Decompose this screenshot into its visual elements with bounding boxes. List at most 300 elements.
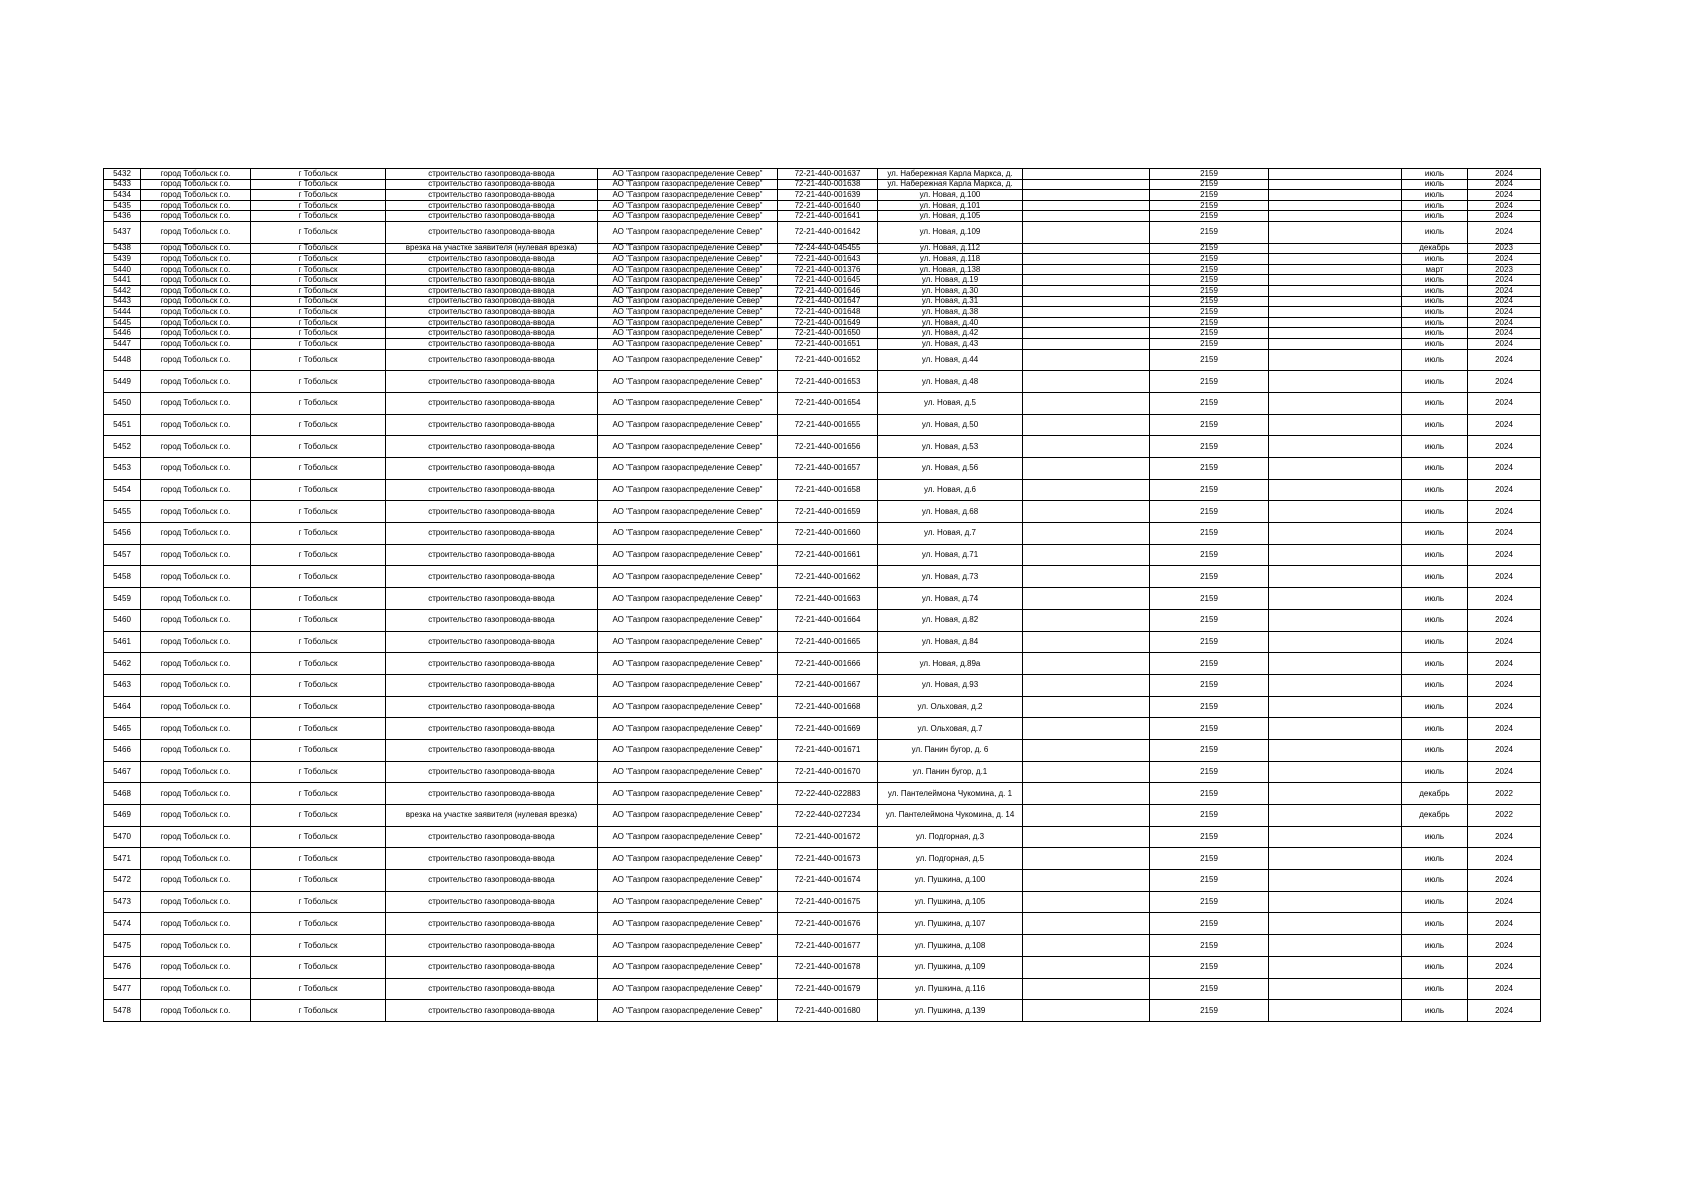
cell-num: 5455 — [104, 501, 141, 523]
table-row — [104, 286, 1541, 297]
cell-municipality: город Тобольск г.о. — [141, 805, 251, 827]
cell-month: декабрь — [1402, 805, 1468, 827]
cell-address: ул. Новая, д.84 — [878, 631, 1023, 653]
cell-address: ул. Новая, д.71 — [878, 544, 1023, 566]
cell-work-type: строительство газопровода-ввода — [386, 739, 598, 761]
cell-empty1 — [1023, 631, 1150, 653]
cell-address: ул. Новая, д.42 — [878, 328, 1023, 339]
cell-num: 5433 — [104, 179, 141, 190]
cell-work-type: строительство газопровода-ввода — [386, 436, 598, 458]
cell-settlement: г Тобольск — [251, 523, 386, 545]
cell-code: 2159 — [1150, 891, 1269, 913]
cell-municipality: город Тобольск г.о. — [141, 479, 251, 501]
cell-code: 2159 — [1150, 501, 1269, 523]
table-row — [104, 588, 1541, 610]
cell-empty1 — [1023, 339, 1150, 350]
cell-address: ул. Новая, д.38 — [878, 307, 1023, 318]
cell-municipality: город Тобольск г.о. — [141, 870, 251, 892]
table-row — [104, 501, 1541, 523]
table-row — [104, 761, 1541, 783]
table-row — [104, 653, 1541, 675]
cell-year: 2024 — [1468, 169, 1541, 180]
cell-work-type: строительство газопровода-ввода — [386, 307, 598, 318]
cell-num: 5468 — [104, 783, 141, 805]
cell-year: 2024 — [1468, 458, 1541, 480]
cell-year: 2024 — [1468, 211, 1541, 222]
cell-month: декабрь — [1402, 243, 1468, 254]
cell-num: 5449 — [104, 371, 141, 393]
cell-settlement: г Тобольск — [251, 414, 386, 436]
cell-organization: АО "Газпром газораспределение Север" — [598, 653, 778, 675]
cell-empty1 — [1023, 243, 1150, 254]
table-row — [104, 169, 1541, 180]
cell-code: 2159 — [1150, 956, 1269, 978]
cell-empty1 — [1023, 891, 1150, 913]
cell-code: 2159 — [1150, 328, 1269, 339]
cell-organization: АО "Газпром газораспределение Север" — [598, 371, 778, 393]
cell-settlement: г Тобольск — [251, 296, 386, 307]
cell-empty2 — [1269, 978, 1402, 1000]
cell-work-type: строительство газопровода-ввода — [386, 275, 598, 286]
cell-empty1 — [1023, 523, 1150, 545]
cell-address: ул. Пантелеймона Чукомина, д. 14 — [878, 805, 1023, 827]
cell-code: 2159 — [1150, 200, 1269, 211]
cell-num: 5456 — [104, 523, 141, 545]
cell-empty2 — [1269, 501, 1402, 523]
cell-year: 2024 — [1468, 501, 1541, 523]
cell-organization: АО "Газпром газораспределение Север" — [598, 805, 778, 827]
cell-work-type: строительство газопровода-ввода — [386, 200, 598, 211]
cell-municipality: город Тобольск г.о. — [141, 200, 251, 211]
cell-code: 2159 — [1150, 609, 1269, 631]
cell-address: ул. Новая, д.5 — [878, 392, 1023, 414]
cell-empty2 — [1269, 544, 1402, 566]
cell-empty2 — [1269, 891, 1402, 913]
cell-month: июль — [1402, 221, 1468, 243]
cell-settlement: г Тобольск — [251, 870, 386, 892]
table-row — [104, 317, 1541, 328]
table-row — [104, 783, 1541, 805]
cell-number: 72-21-440-001671 — [778, 739, 878, 761]
cell-month: июль — [1402, 674, 1468, 696]
table-row — [104, 339, 1541, 350]
cell-work-type: строительство газопровода-ввода — [386, 761, 598, 783]
cell-code: 2159 — [1150, 935, 1269, 957]
cell-number: 72-22-440-022883 — [778, 783, 878, 805]
cell-code: 2159 — [1150, 653, 1269, 675]
cell-organization: АО "Газпром газораспределение Север" — [598, 458, 778, 480]
cell-year: 2024 — [1468, 286, 1541, 297]
cell-empty1 — [1023, 848, 1150, 870]
registry-table — [103, 168, 1541, 1022]
cell-empty1 — [1023, 286, 1150, 297]
cell-organization: АО "Газпром газораспределение Север" — [598, 254, 778, 265]
cell-month: июль — [1402, 211, 1468, 222]
cell-code: 2159 — [1150, 243, 1269, 254]
cell-code: 2159 — [1150, 631, 1269, 653]
cell-address: ул. Пушкина, д.107 — [878, 913, 1023, 935]
cell-year: 2024 — [1468, 436, 1541, 458]
cell-num: 5443 — [104, 296, 141, 307]
cell-address: ул. Ольховая, д.2 — [878, 696, 1023, 718]
cell-settlement: г Тобольск — [251, 436, 386, 458]
cell-address: ул. Набережная Карла Маркса, д. — [878, 169, 1023, 180]
cell-empty1 — [1023, 935, 1150, 957]
cell-municipality: город Тобольск г.о. — [141, 523, 251, 545]
cell-address: ул. Ольховая, д.7 — [878, 718, 1023, 740]
cell-num: 5451 — [104, 414, 141, 436]
cell-empty2 — [1269, 190, 1402, 201]
cell-num: 5454 — [104, 479, 141, 501]
cell-empty1 — [1023, 307, 1150, 318]
cell-work-type: строительство газопровода-ввода — [386, 674, 598, 696]
cell-year: 2024 — [1468, 1000, 1541, 1022]
cell-work-type: строительство газопровода-ввода — [386, 458, 598, 480]
cell-settlement: г Тобольск — [251, 761, 386, 783]
cell-year: 2022 — [1468, 783, 1541, 805]
cell-address: ул. Новая, д.101 — [878, 200, 1023, 211]
cell-empty2 — [1269, 414, 1402, 436]
cell-number: 72-24-440-045455 — [778, 243, 878, 254]
cell-empty2 — [1269, 566, 1402, 588]
cell-year: 2023 — [1468, 264, 1541, 275]
cell-empty2 — [1269, 870, 1402, 892]
cell-work-type: строительство газопровода-ввода — [386, 891, 598, 913]
cell-settlement: г Тобольск — [251, 458, 386, 480]
cell-number: 72-21-440-001642 — [778, 221, 878, 243]
cell-code: 2159 — [1150, 371, 1269, 393]
table-row — [104, 392, 1541, 414]
cell-code: 2159 — [1150, 190, 1269, 201]
cell-settlement: г Тобольск — [251, 339, 386, 350]
cell-number: 72-21-440-001650 — [778, 328, 878, 339]
cell-address: ул. Новая, д.100 — [878, 190, 1023, 201]
cell-month: июль — [1402, 696, 1468, 718]
cell-organization: АО "Газпром газораспределение Север" — [598, 674, 778, 696]
cell-code: 2159 — [1150, 458, 1269, 480]
cell-organization: АО "Газпром газораспределение Север" — [598, 179, 778, 190]
cell-number: 72-21-440-001660 — [778, 523, 878, 545]
cell-address: ул. Новая, д.74 — [878, 588, 1023, 610]
cell-municipality: город Тобольск г.о. — [141, 566, 251, 588]
cell-municipality: город Тобольск г.о. — [141, 544, 251, 566]
cell-municipality: город Тобольск г.о. — [141, 436, 251, 458]
cell-work-type: строительство газопровода-ввода — [386, 254, 598, 265]
table-row — [104, 674, 1541, 696]
cell-month: июль — [1402, 328, 1468, 339]
cell-code: 2159 — [1150, 718, 1269, 740]
cell-code: 2159 — [1150, 826, 1269, 848]
cell-empty1 — [1023, 566, 1150, 588]
cell-num: 5438 — [104, 243, 141, 254]
cell-code: 2159 — [1150, 254, 1269, 265]
cell-num: 5472 — [104, 870, 141, 892]
cell-settlement: г Тобольск — [251, 653, 386, 675]
cell-month: июль — [1402, 296, 1468, 307]
cell-num: 5445 — [104, 317, 141, 328]
cell-empty1 — [1023, 761, 1150, 783]
cell-settlement: г Тобольск — [251, 913, 386, 935]
cell-month: июль — [1402, 414, 1468, 436]
cell-month: июль — [1402, 1000, 1468, 1022]
cell-num: 5446 — [104, 328, 141, 339]
cell-empty2 — [1269, 826, 1402, 848]
cell-settlement: г Тобольск — [251, 544, 386, 566]
cell-month: июль — [1402, 544, 1468, 566]
cell-empty1 — [1023, 317, 1150, 328]
table-row — [104, 264, 1541, 275]
cell-organization: АО "Газпром газораспределение Север" — [598, 169, 778, 180]
cell-month: июль — [1402, 891, 1468, 913]
cell-empty1 — [1023, 296, 1150, 307]
cell-empty1 — [1023, 200, 1150, 211]
cell-year: 2024 — [1468, 371, 1541, 393]
table-row — [104, 826, 1541, 848]
cell-num: 5471 — [104, 848, 141, 870]
cell-number: 72-21-440-001675 — [778, 891, 878, 913]
cell-month: июль — [1402, 179, 1468, 190]
cell-empty2 — [1269, 913, 1402, 935]
cell-address: ул. Новая, д.50 — [878, 414, 1023, 436]
cell-number: 72-21-440-001641 — [778, 211, 878, 222]
cell-month: июль — [1402, 913, 1468, 935]
cell-year: 2024 — [1468, 339, 1541, 350]
cell-number: 72-21-440-001670 — [778, 761, 878, 783]
cell-number: 72-21-440-001649 — [778, 317, 878, 328]
cell-organization: АО "Газпром газораспределение Север" — [598, 307, 778, 318]
cell-month: июль — [1402, 307, 1468, 318]
cell-settlement: г Тобольск — [251, 479, 386, 501]
cell-num: 5437 — [104, 221, 141, 243]
table-row — [104, 221, 1541, 243]
cell-address: ул. Новая, д.7 — [878, 523, 1023, 545]
cell-number: 72-21-440-001668 — [778, 696, 878, 718]
cell-settlement: г Тобольск — [251, 588, 386, 610]
cell-number: 72-21-440-001656 — [778, 436, 878, 458]
cell-empty2 — [1269, 221, 1402, 243]
cell-work-type: строительство газопровода-ввода — [386, 371, 598, 393]
cell-empty2 — [1269, 211, 1402, 222]
cell-municipality: город Тобольск г.о. — [141, 588, 251, 610]
cell-empty1 — [1023, 609, 1150, 631]
cell-municipality: город Тобольск г.о. — [141, 286, 251, 297]
cell-month: июль — [1402, 848, 1468, 870]
cell-municipality: город Тобольск г.о. — [141, 674, 251, 696]
cell-work-type: строительство газопровода-ввода — [386, 169, 598, 180]
cell-num: 5461 — [104, 631, 141, 653]
cell-work-type: строительство газопровода-ввода — [386, 317, 598, 328]
table-row — [104, 848, 1541, 870]
cell-organization: АО "Газпром газораспределение Север" — [598, 718, 778, 740]
cell-empty1 — [1023, 414, 1150, 436]
cell-settlement: г Тобольск — [251, 275, 386, 286]
cell-num: 5476 — [104, 956, 141, 978]
table-row — [104, 179, 1541, 190]
cell-empty1 — [1023, 349, 1150, 371]
cell-code: 2159 — [1150, 349, 1269, 371]
cell-empty2 — [1269, 588, 1402, 610]
cell-number: 72-21-440-001651 — [778, 339, 878, 350]
cell-organization: АО "Газпром газораспределение Север" — [598, 848, 778, 870]
cell-empty2 — [1269, 805, 1402, 827]
cell-work-type: строительство газопровода-ввода — [386, 653, 598, 675]
cell-code: 2159 — [1150, 805, 1269, 827]
cell-month: июль — [1402, 718, 1468, 740]
cell-organization: АО "Газпром газораспределение Север" — [598, 609, 778, 631]
cell-work-type: строительство газопровода-ввода — [386, 221, 598, 243]
cell-work-type: врезка на участке заявителя (нулевая врезка) — [386, 805, 598, 827]
cell-address: ул. Пушкина, д.139 — [878, 1000, 1023, 1022]
cell-address: ул. Новая, д.44 — [878, 349, 1023, 371]
cell-empty1 — [1023, 436, 1150, 458]
cell-empty2 — [1269, 169, 1402, 180]
cell-number: 72-21-440-001662 — [778, 566, 878, 588]
cell-organization: АО "Газпром газораспределение Север" — [598, 761, 778, 783]
cell-empty2 — [1269, 523, 1402, 545]
table-row — [104, 436, 1541, 458]
table-row — [104, 243, 1541, 254]
cell-empty2 — [1269, 371, 1402, 393]
cell-address: ул. Новая, д.40 — [878, 317, 1023, 328]
cell-empty2 — [1269, 1000, 1402, 1022]
cell-settlement: г Тобольск — [251, 826, 386, 848]
cell-municipality: город Тобольск г.о. — [141, 826, 251, 848]
table-body — [104, 169, 1541, 1022]
cell-year: 2024 — [1468, 328, 1541, 339]
cell-empty1 — [1023, 458, 1150, 480]
table-row — [104, 211, 1541, 222]
cell-settlement: г Тобольск — [251, 179, 386, 190]
cell-municipality: город Тобольск г.о. — [141, 211, 251, 222]
cell-municipality: город Тобольск г.о. — [141, 739, 251, 761]
cell-organization: АО "Газпром газораспределение Север" — [598, 200, 778, 211]
cell-empty2 — [1269, 739, 1402, 761]
cell-year: 2024 — [1468, 653, 1541, 675]
cell-empty1 — [1023, 956, 1150, 978]
cell-empty1 — [1023, 479, 1150, 501]
cell-code: 2159 — [1150, 696, 1269, 718]
cell-code: 2159 — [1150, 978, 1269, 1000]
table-row — [104, 200, 1541, 211]
cell-municipality: город Тобольск г.о. — [141, 956, 251, 978]
cell-empty2 — [1269, 848, 1402, 870]
cell-empty2 — [1269, 317, 1402, 328]
cell-empty2 — [1269, 328, 1402, 339]
cell-work-type: строительство газопровода-ввода — [386, 609, 598, 631]
cell-municipality: город Тобольск г.о. — [141, 349, 251, 371]
cell-num: 5434 — [104, 190, 141, 201]
cell-organization: АО "Газпром газораспределение Север" — [598, 826, 778, 848]
cell-num: 5462 — [104, 653, 141, 675]
cell-year: 2024 — [1468, 739, 1541, 761]
cell-month: июль — [1402, 254, 1468, 265]
cell-address: ул. Панин бугор, д.1 — [878, 761, 1023, 783]
table-row — [104, 479, 1541, 501]
cell-settlement: г Тобольск — [251, 317, 386, 328]
cell-num: 5448 — [104, 349, 141, 371]
cell-year: 2024 — [1468, 870, 1541, 892]
table-row — [104, 190, 1541, 201]
cell-number: 72-21-440-001672 — [778, 826, 878, 848]
cell-num: 5466 — [104, 739, 141, 761]
cell-year: 2024 — [1468, 718, 1541, 740]
cell-number: 72-21-440-001680 — [778, 1000, 878, 1022]
cell-code: 2159 — [1150, 1000, 1269, 1022]
cell-settlement: г Тобольск — [251, 371, 386, 393]
cell-number: 72-21-440-001679 — [778, 978, 878, 1000]
cell-number: 72-22-440-027234 — [778, 805, 878, 827]
cell-month: июль — [1402, 935, 1468, 957]
cell-work-type: строительство газопровода-ввода — [386, 339, 598, 350]
cell-num: 5444 — [104, 307, 141, 318]
cell-number: 72-21-440-001637 — [778, 169, 878, 180]
cell-municipality: город Тобольск г.о. — [141, 179, 251, 190]
cell-year: 2024 — [1468, 826, 1541, 848]
cell-year: 2024 — [1468, 609, 1541, 631]
cell-organization: АО "Газпром газораспределение Север" — [598, 631, 778, 653]
cell-work-type: строительство газопровода-ввода — [386, 296, 598, 307]
cell-work-type: строительство газопровода-ввода — [386, 479, 598, 501]
cell-num: 5467 — [104, 761, 141, 783]
table-row — [104, 891, 1541, 913]
table-row — [104, 805, 1541, 827]
cell-month: декабрь — [1402, 783, 1468, 805]
cell-month: июль — [1402, 286, 1468, 297]
cell-code: 2159 — [1150, 436, 1269, 458]
cell-code: 2159 — [1150, 479, 1269, 501]
cell-address: ул. Новая, д.105 — [878, 211, 1023, 222]
cell-organization: АО "Газпром газораспределение Север" — [598, 913, 778, 935]
cell-settlement: г Тобольск — [251, 392, 386, 414]
cell-code: 2159 — [1150, 317, 1269, 328]
cell-municipality: город Тобольск г.о. — [141, 501, 251, 523]
cell-organization: АО "Газпром газораспределение Север" — [598, 696, 778, 718]
cell-year: 2024 — [1468, 275, 1541, 286]
cell-organization: АО "Газпром газораспределение Север" — [598, 264, 778, 275]
cell-organization: АО "Газпром газораспределение Север" — [598, 479, 778, 501]
table-row — [104, 631, 1541, 653]
cell-number: 72-21-440-001655 — [778, 414, 878, 436]
cell-num: 5478 — [104, 1000, 141, 1022]
cell-month: июль — [1402, 275, 1468, 286]
cell-month: март — [1402, 264, 1468, 275]
cell-month: июль — [1402, 501, 1468, 523]
cell-number: 72-21-440-001638 — [778, 179, 878, 190]
cell-num: 5436 — [104, 211, 141, 222]
cell-code: 2159 — [1150, 414, 1269, 436]
cell-municipality: город Тобольск г.о. — [141, 296, 251, 307]
cell-number: 72-21-440-001645 — [778, 275, 878, 286]
cell-municipality: город Тобольск г.о. — [141, 392, 251, 414]
cell-empty1 — [1023, 870, 1150, 892]
cell-number: 72-21-440-001652 — [778, 349, 878, 371]
cell-number: 72-21-440-001657 — [778, 458, 878, 480]
cell-organization: АО "Газпром газораспределение Север" — [598, 783, 778, 805]
cell-year: 2024 — [1468, 317, 1541, 328]
cell-code: 2159 — [1150, 264, 1269, 275]
cell-settlement: г Тобольск — [251, 264, 386, 275]
cell-year: 2024 — [1468, 221, 1541, 243]
cell-number: 72-21-440-001666 — [778, 653, 878, 675]
cell-code: 2159 — [1150, 169, 1269, 180]
cell-num: 5441 — [104, 275, 141, 286]
cell-organization: АО "Газпром газораспределение Север" — [598, 544, 778, 566]
cell-num: 5469 — [104, 805, 141, 827]
cell-address: ул. Новая, д.112 — [878, 243, 1023, 254]
cell-num: 5465 — [104, 718, 141, 740]
cell-organization: АО "Газпром газораспределение Север" — [598, 349, 778, 371]
cell-year: 2024 — [1468, 848, 1541, 870]
